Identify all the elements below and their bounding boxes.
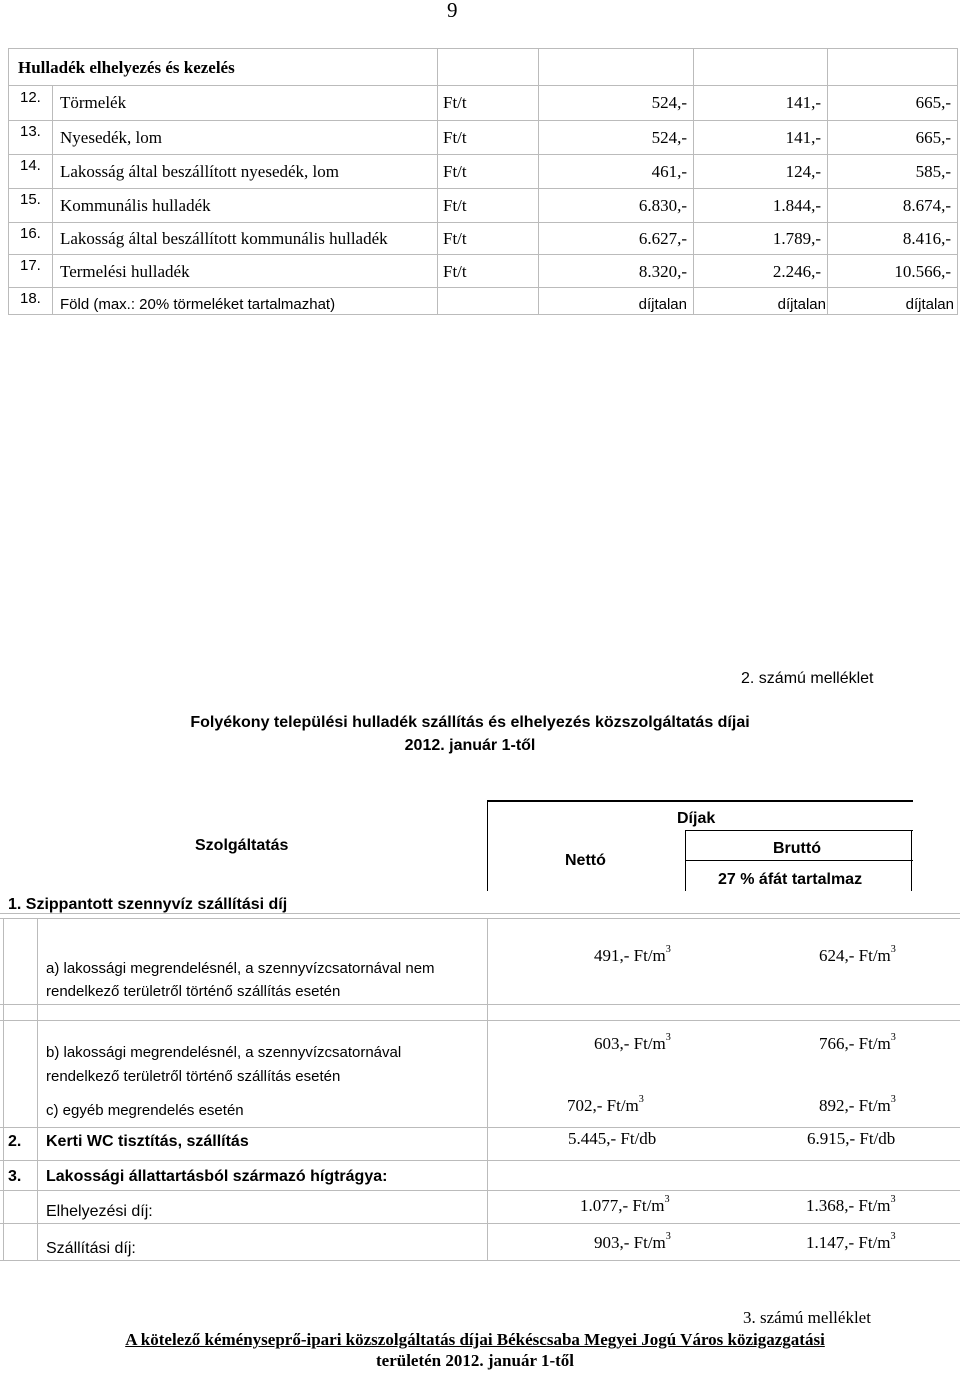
row-number: 15. [20,191,41,208]
item-description-cont: rendelkező területről történő szállítás esetén [46,1068,341,1085]
row-number: 14. [20,157,41,174]
annex-label: 2. számú melléklet [741,670,874,687]
column-header-gross-vat: 27 % áfát tartalmaz [718,871,863,888]
row-value-vat: 1.844,- [772,196,821,215]
item-net-price: 5.445,- Ft/db [568,1129,657,1148]
item-net-price: 603,- $Ft/m^3$ [594,1032,671,1053]
row-value-gross: 665,- [915,93,951,112]
row-value-net: díjtalan [638,296,687,313]
row-value-net: 6.830,- [638,196,687,215]
item-description: b) lakossági megrendelésnél, a szennyvízcsatornával [46,1044,402,1061]
annex-subtitle: 2012. január 1-től [404,737,536,754]
annex-title: Folyékony települési hulladék szállítás és elhelyezés közszolgáltatás díjai [190,714,750,731]
row-value-vat: 141,- [785,128,821,147]
section-2-title: Kerti WC tisztítás, szállítás [46,1133,249,1150]
row-number: 13. [20,123,41,140]
item-description: Szállítási díj: [46,1240,136,1257]
row-value-gross: 8.416,- [902,229,951,248]
item-net-price: 491,- $Ft/m^3$ [594,944,671,965]
row-unit: Ft/t [443,162,467,181]
item-description: Elhelyezési díj: [46,1203,153,1220]
row-name: Kommunális hulladék [60,196,211,215]
row-name: Föld (max.: 20% törmeléket tartalmazhat) [60,296,336,313]
item-gross-price: 624,- $Ft/m^3$ [819,944,896,965]
row-unit: Ft/t [443,196,467,215]
annex-subtitle: területén 2012. január 1-től [376,1351,574,1370]
item-description: c) egyéb megrendelés esetén [46,1102,244,1119]
row-value-gross: 8.674,- [902,196,951,215]
item-gross-price: 6.915,- Ft/db [807,1129,896,1148]
row-number: 18. [20,290,41,307]
section-number: 3. [8,1168,22,1185]
row-value-gross: 10.566,- [894,262,951,281]
item-description-cont: rendelkező területről történő szállítás esetén [46,983,341,1000]
column-header-gross: Bruttó [773,840,821,857]
column-header-service: Szolgáltatás [195,837,289,854]
row-value-net: 8.320,- [638,262,687,281]
section-3-title: Lakossági állattartásból származó hígtrágya: [46,1168,388,1185]
row-value-vat: 2.246,- [772,262,821,281]
row-unit: Ft/t [443,93,467,112]
row-value-gross: díjtalan [905,296,954,313]
row-name: Nyesedék, lom [60,128,162,147]
item-net-price: 1.077,- $Ft/m^3$ [580,1194,670,1215]
row-unit: Ft/t [443,128,467,147]
column-header-net: Nettó [565,852,606,869]
row-number: 16. [20,225,41,242]
section-number: 2. [8,1133,22,1150]
column-header-fees: Díjak [677,810,716,827]
row-number: 17. [20,257,41,274]
row-name: Termelési hulladék [60,262,190,281]
row-value-vat: 1.789,- [772,229,821,248]
row-unit: Ft/t [443,229,467,248]
row-value-vat: 124,- [785,162,821,181]
item-description: a) lakossági megrendelésnél, a szennyvízcsatornával nem [46,960,435,977]
item-net-price: 702,- $Ft/m^3$ [567,1094,644,1115]
section-1-title: 1. Szippantott szennyvíz szállítási díj [8,896,288,913]
annex-title: A kötelező kéményseprő-ipari közszolgáltatás díjai Békéscsaba Megyei Jogú Város közigazgatási [125,1330,825,1349]
item-gross-price: 892,- $Ft/m^3$ [819,1094,896,1115]
item-net-price: 903,- $Ft/m^3$ [594,1231,671,1252]
row-value-vat: 141,- [785,93,821,112]
row-unit: Ft/t [443,262,467,281]
page-number: 9 [447,0,458,22]
item-gross-price: 1.147,- $Ft/m^3$ [806,1231,896,1252]
row-name: Lakosság által beszállított kommunális hulladék [60,229,388,248]
section-title: Hulladék elhelyezés és kezelés [18,58,235,77]
row-number: 12. [20,89,41,106]
item-gross-price: 1.368,- $Ft/m^3$ [806,1194,896,1215]
annex-label: 3. számú melléklet [743,1308,871,1327]
row-value-net: 461,- [651,162,687,181]
row-name: Törmelék [60,93,127,112]
row-value-net: 6.627,- [638,229,687,248]
row-name: Lakosság által beszállított nyesedék, lom [60,162,340,181]
row-value-vat: díjtalan [777,296,826,313]
row-value-net: 524,- [651,128,687,147]
row-value-gross: 585,- [915,162,951,181]
row-value-gross: 665,- [915,128,951,147]
item-gross-price: 766,- $Ft/m^3$ [819,1032,896,1053]
row-value-net: 524,- [651,93,687,112]
